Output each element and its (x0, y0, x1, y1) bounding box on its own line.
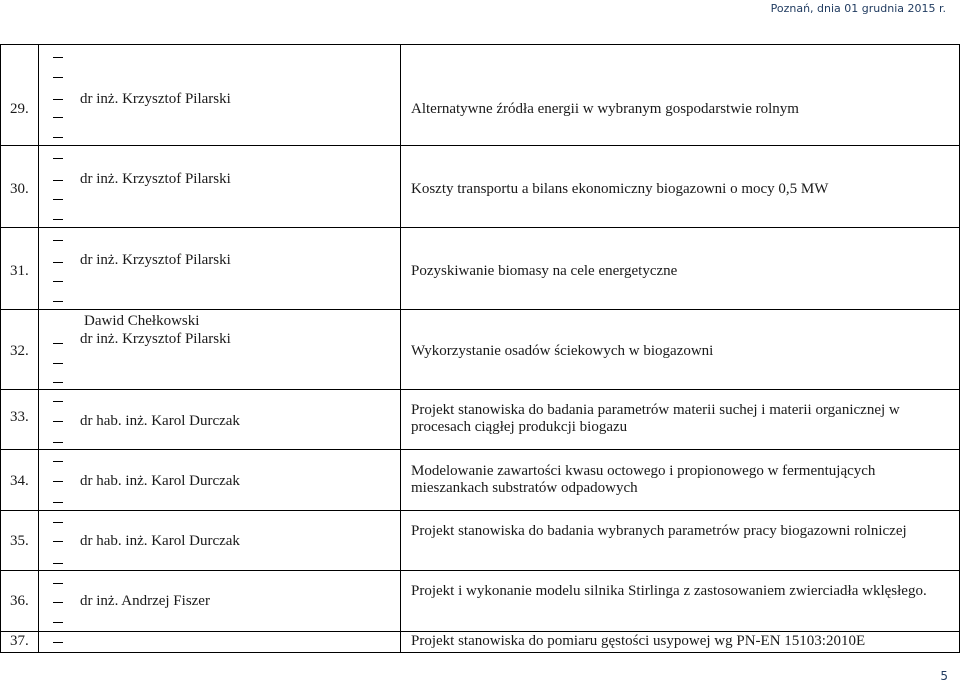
dash-marker (53, 602, 63, 603)
thesis-title: Alternatywne źródła energii w wybranym gospodarstwie rolnym (411, 101, 799, 117)
dash-marker (53, 522, 63, 523)
dash-marker (53, 281, 63, 282)
row-separator (0, 309, 960, 310)
row-number: 30. (10, 181, 29, 197)
row-number: 32. (10, 343, 29, 359)
table-left-border (0, 44, 1, 653)
dash-marker (53, 99, 63, 100)
dash-marker (53, 563, 63, 564)
dash-marker (53, 158, 63, 159)
row-separator (0, 227, 960, 228)
thesis-title: Projekt i wykonanie modelu silnika Stirlinga z zastosowaniem zwierciadła wklęsłego. (411, 583, 927, 599)
dash-marker (53, 363, 63, 364)
thesis-title: Wykorzystanie osadów ściekowych w biogazowni (411, 343, 714, 359)
dash-marker (53, 481, 63, 482)
row-number: 31. (10, 263, 29, 279)
student-name: Dawid Chełkowski (84, 313, 200, 329)
supervisor-name: dr inż. Krzysztof Pilarski (80, 91, 231, 107)
dash-marker (53, 219, 63, 220)
supervisor-name: dr hab. inż. Karol Durczak (80, 413, 240, 429)
dash-marker (53, 583, 63, 584)
thesis-title: Pozyskiwanie biomasy na cele energetyczne (411, 263, 678, 279)
dash-marker (53, 622, 63, 623)
dash-marker (53, 401, 63, 402)
dash-marker (53, 199, 63, 200)
thesis-title: Projekt stanowiska do pomiaru gęstości usypowej wg PN-EN 15103:2010E (411, 633, 866, 649)
row-separator (0, 570, 960, 571)
dash-marker (53, 642, 63, 643)
dash-marker (53, 77, 63, 78)
supervisor-name: dr inż. Krzysztof Pilarski (80, 331, 231, 347)
dash-marker (53, 240, 63, 241)
dash-marker (53, 461, 63, 462)
dash-marker (53, 117, 63, 118)
table-col-divider-2 (400, 44, 401, 653)
dash-marker (53, 421, 63, 422)
table-col-divider-1 (38, 44, 39, 653)
supervisor-name: dr hab. inż. Karol Durczak (80, 533, 240, 549)
dash-marker (53, 343, 63, 344)
row-separator (0, 631, 960, 632)
table-bottom-border (0, 652, 960, 653)
supervisor-name: dr hab. inż. Karol Durczak (80, 473, 240, 489)
dash-marker (53, 382, 63, 383)
dash-marker (53, 502, 63, 503)
row-separator (0, 145, 960, 146)
supervisor-name: dr inż. Krzysztof Pilarski (80, 171, 231, 187)
thesis-title: Modelowanie zawartości kwasu octowego i propionowego w fermentujących mieszankach substratów odpadowych (411, 463, 876, 496)
row-separator (0, 510, 960, 511)
thesis-title: Koszty transportu a bilans ekonomiczny biogazowni o mocy 0,5 MW (411, 181, 829, 197)
thesis-title: Projekt stanowiska do badania wybranych parametrów pracy biogazowni rolniczej (411, 523, 907, 539)
row-number: 33. (10, 409, 29, 425)
dash-marker (53, 262, 63, 263)
thesis-title: Projekt stanowiska do badania parametrów materii suchej i materii organicznej w procesach ciągłej produkcji biogazu (411, 402, 900, 435)
row-number: 29. (10, 101, 29, 117)
dash-marker (53, 137, 63, 138)
row-number: 35. (10, 533, 29, 549)
date-header: Poznań, dnia 01 grudnia 2015 r. (770, 2, 946, 15)
row-number: 36. (10, 593, 29, 609)
page-number: 5 (940, 669, 948, 683)
row-separator (0, 389, 960, 390)
dash-marker (53, 442, 63, 443)
table-top-border (0, 44, 960, 45)
row-number: 37. (10, 633, 29, 649)
supervisor-name: dr inż. Krzysztof Pilarski (80, 252, 231, 268)
dash-marker (53, 541, 63, 542)
row-number: 34. (10, 473, 29, 489)
row-separator (0, 449, 960, 450)
dash-marker (53, 301, 63, 302)
dash-marker (53, 180, 63, 181)
dash-marker (53, 57, 63, 58)
supervisor-name: dr inż. Andrzej Fiszer (80, 593, 210, 609)
